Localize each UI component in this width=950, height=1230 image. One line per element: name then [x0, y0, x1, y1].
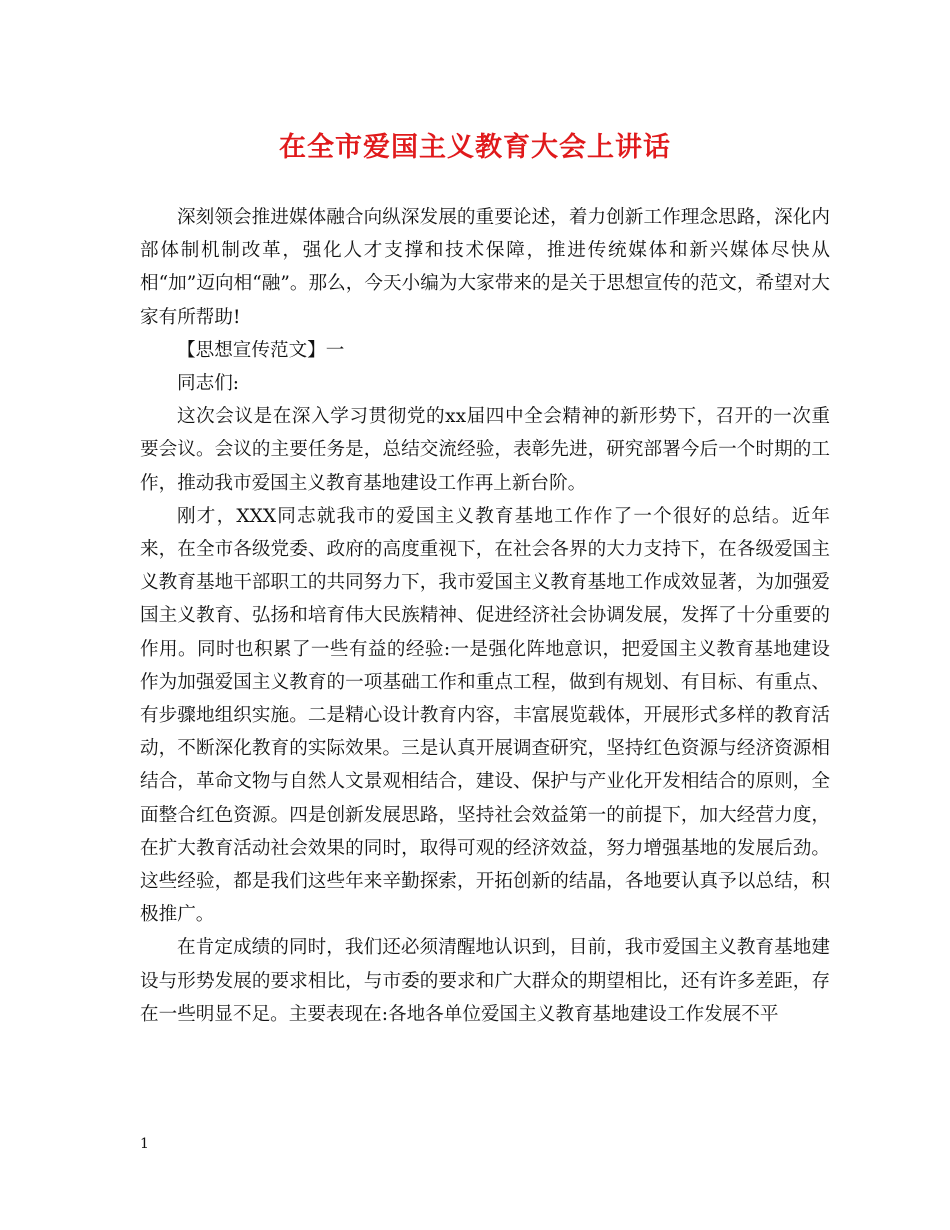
document-title: 在全市爱国主义教育大会上讲话: [279, 132, 671, 163]
document-body: [140, 201, 830, 1031]
paragraph-section-heading: 【思想宣传范文】一: [177, 339, 345, 361]
paragraph-meeting-purpose: 这次会议是在深入学习贯彻党的xx届四中全会精神的新形势下，召开的一次重要会议。会议的主要任务是，总结交流经验，表彰先进，研究部署今后一个时期的工作，推动我市爱国主义教育基地建设工作再上新台阶。: [140, 406, 830, 494]
paragraph-intro: 深刻领会推进媒体融合向纵深发展的重要论述，着力创新工作理念思路，深化内部体制机制改革，强化人才支撑和技术保障，推进传统媒体和新兴媒体尽快从相“加”迈向相“融”。那么，今天小编为大家带来的是关于思想宣传的范文，希望对大家有所帮助!: [140, 207, 830, 328]
paragraph-salutation: 同志们:: [177, 373, 240, 395]
paragraph-achievements: 刚才，XXX同志就我市的爱国主义教育基地工作作了一个很好的总结。近年来，在全市各级党委、政府的高度重视下，在社会各界的大力支持下，在各级爱国主义教育基地干部职工的共同努力下，我市爱国主义教育基地工作成效显著，为加强爱国主义教育、弘扬和培育伟大民族精神、促进经济社会协调发展，发挥了十分重要的作用。同时也积累了一些有益的经验:一是强化阵地意识，把爱国主义教育基地建设作为加强爱国主义教育的一项基础工作和重点工程，做到有规划、有目标、有重点、有步骤地组织实施。二是精心设计教育内容，丰富展览载体，开展形式多样的教育活动，不断深化教育的实际效果。三是认真开展调查研究，坚持红色资源与经济资源相结合，革命文物与自然人文景观相结合，建设、保护与产业化开发相结合的原则，全面整合红色资源。四是创新发展思路，坚持社会效益第一的前提下，加大经营力度，在扩大教育活动社会效果的同时，取得可观的经济效益，努力增强基地的发展后劲。这些经验，都是我们这些年来辛勤探索，开拓创新的结晶，各地要认真予以总结，积极推广。: [140, 505, 830, 926]
paragraph-shortcomings: 在肯定成绩的同时，我们还必须清醒地认识到，目前，我市爱国主义教育基地建设与形势发展的要求相比，与市委的要求和广大群众的期望相比，还有许多差距，存在一些明显不足。主要表现在:各地各单位爱国主义教育基地建设工作发展不平: [140, 937, 830, 1025]
page-number: 1: [140, 1136, 149, 1152]
